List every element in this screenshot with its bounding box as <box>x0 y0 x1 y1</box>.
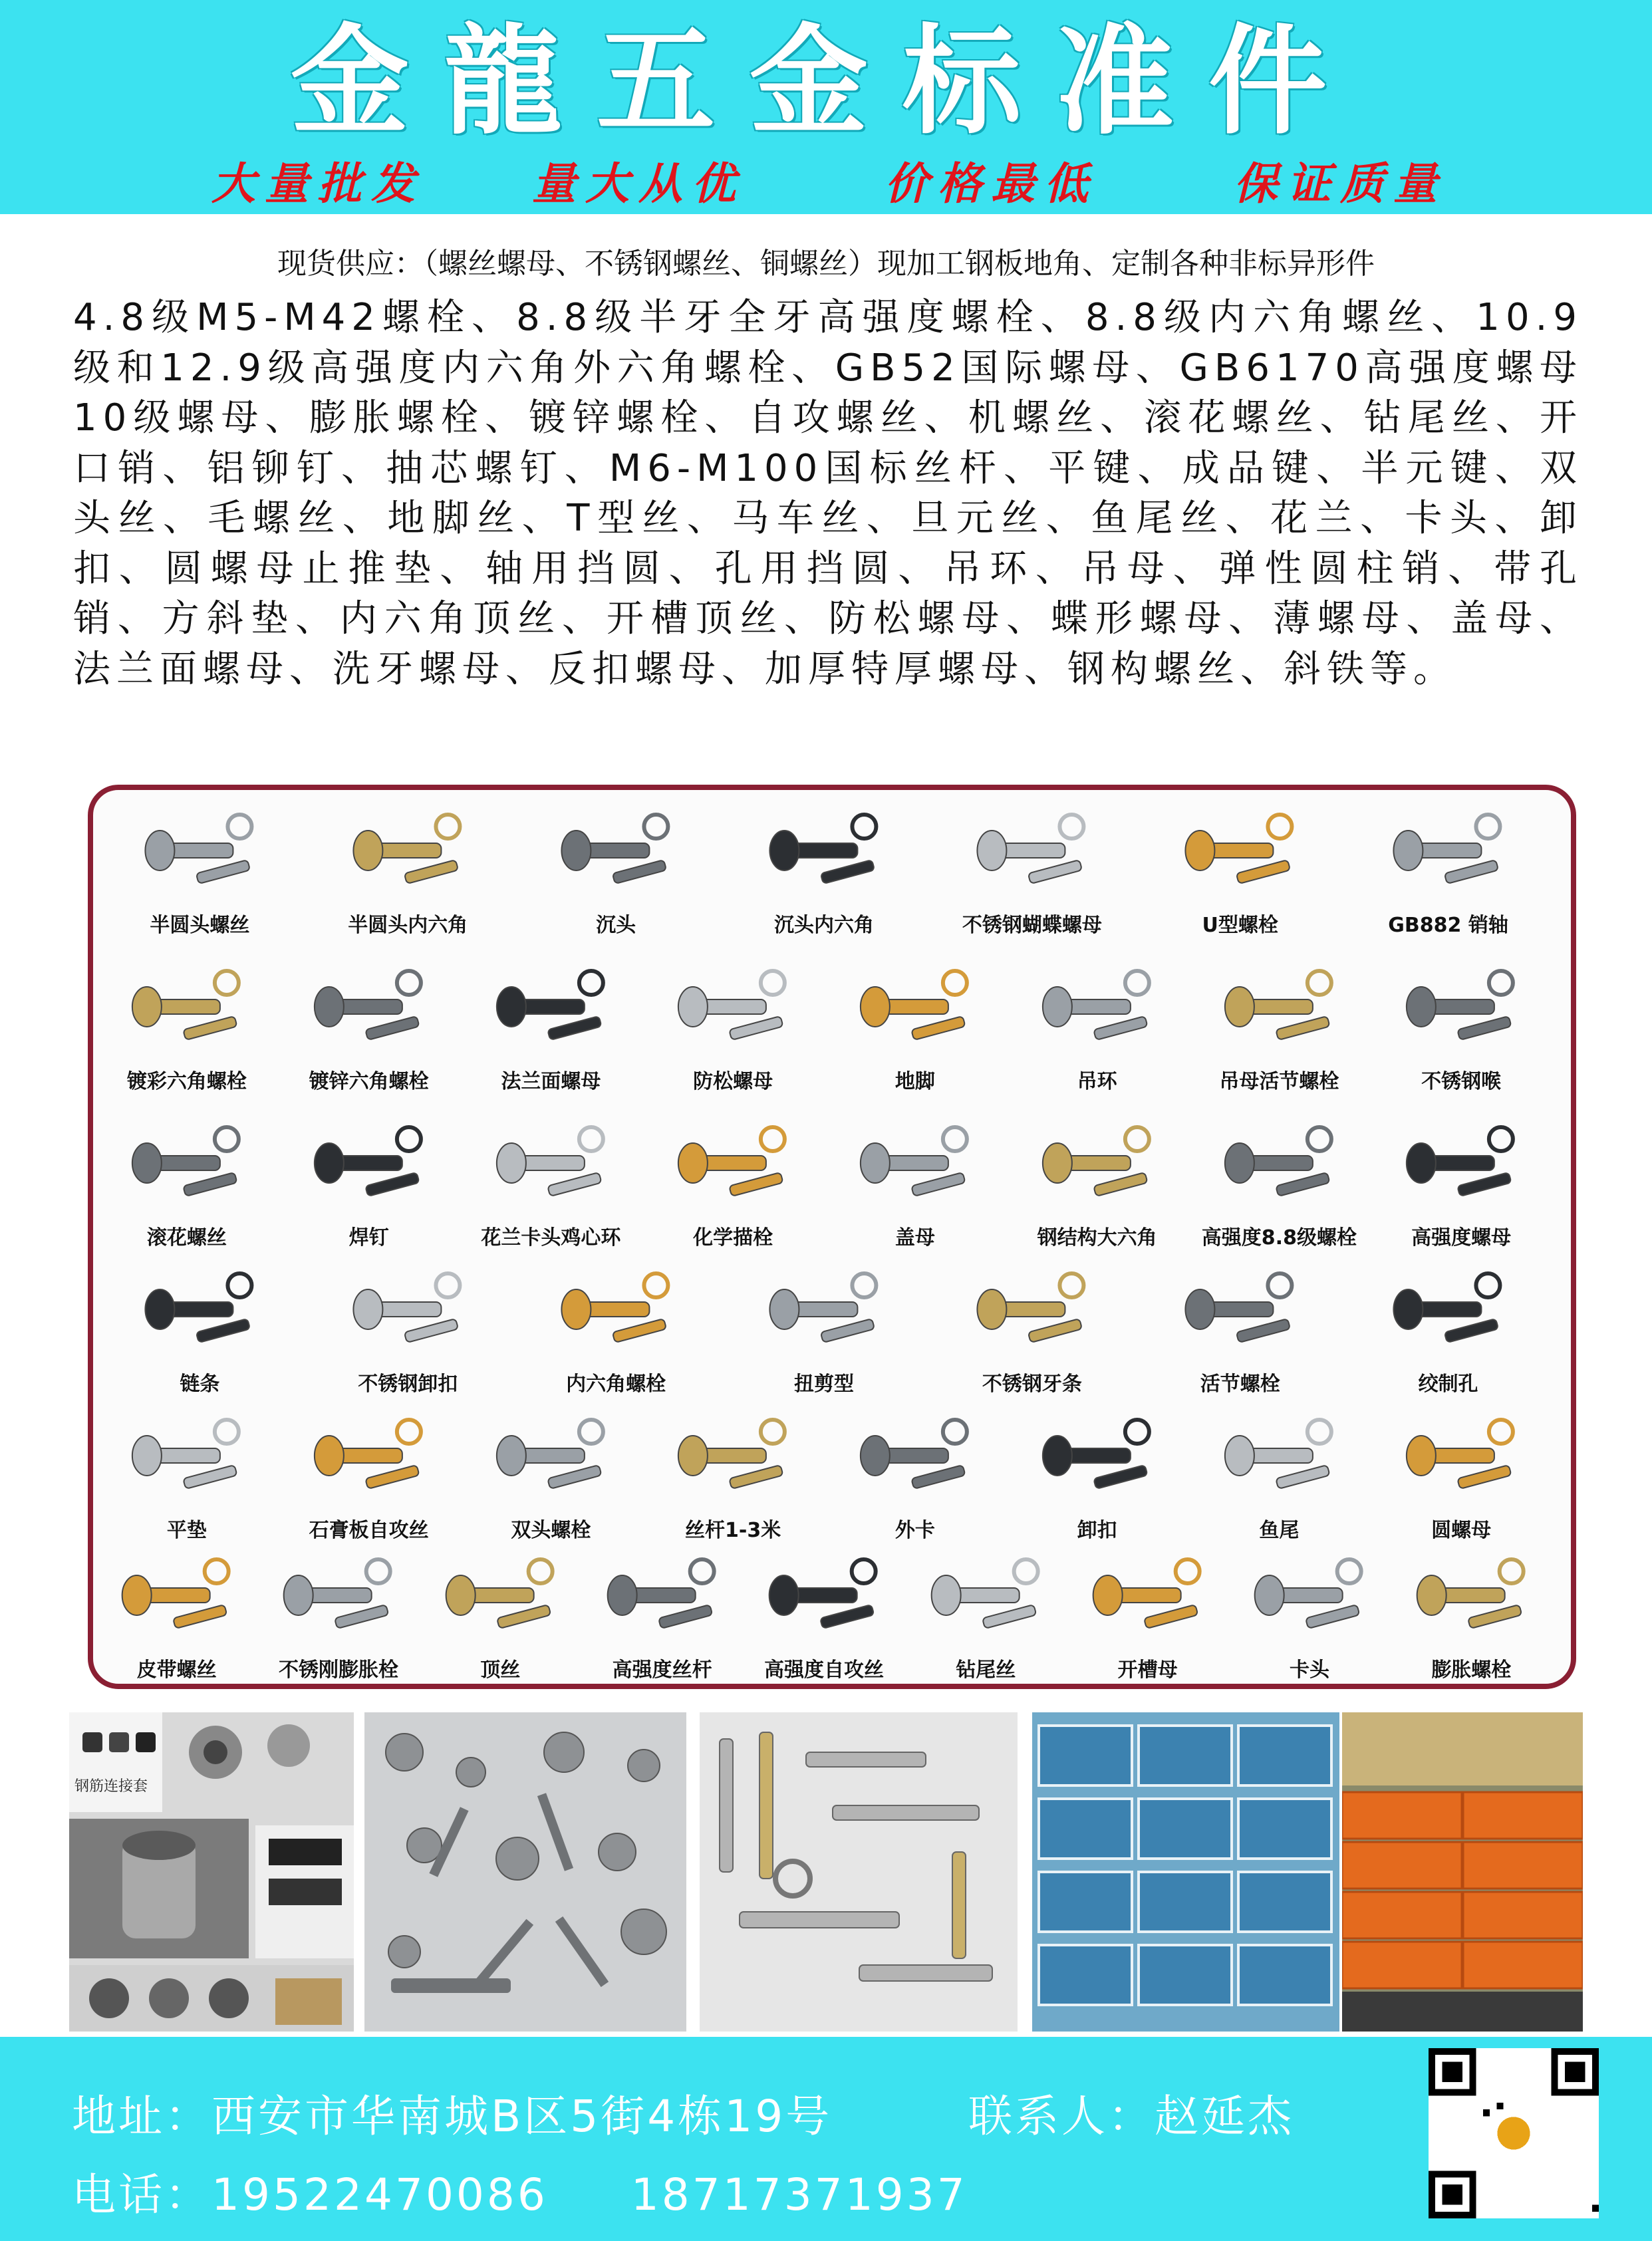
catalog-item-image <box>1351 803 1546 903</box>
catalog-item-image <box>1013 960 1182 1059</box>
catalog-item <box>648 1116 817 1249</box>
catalog-item-label: 化学描栓 <box>693 1226 773 1250</box>
catalog-item-label: 高强度自攻丝 <box>763 1658 884 1682</box>
photo-caption: 钢筋连接套 <box>74 1778 148 1795</box>
catalog-item-label: 地脚 <box>895 1070 935 1093</box>
catalog-item-image <box>1143 1262 1337 1362</box>
catalog-item-label: 双头螺栓 <box>511 1519 591 1542</box>
catalog-item <box>750 1548 898 1681</box>
photo-stainless-parts <box>364 1712 686 2032</box>
catalog-item <box>467 1116 636 1249</box>
catalog-item <box>727 1262 922 1395</box>
catalog-item-label: 镀彩六角螺栓 <box>126 1070 247 1093</box>
catalog-item-label: 扭剪型 <box>793 1373 854 1396</box>
photo-warehouse-boxes <box>1032 1712 1339 2032</box>
catalog-item-image <box>727 803 922 903</box>
store-title: 金龍五金标准件 <box>291 13 1361 150</box>
catalog-item-image <box>648 1116 817 1216</box>
catalog-item-label: GB882 销轴 <box>1388 914 1508 937</box>
catalog-item <box>1013 1408 1182 1541</box>
catalog-item <box>727 803 922 936</box>
catalog-item-image <box>285 1116 454 1216</box>
address: 地址：西安市华南城B区5街4栋19号 <box>72 2091 833 2142</box>
catalog-item-label: 沉头内六角 <box>773 914 874 937</box>
catalog-item-image <box>912 1548 1060 1648</box>
catalog-item-image <box>102 1408 271 1508</box>
catalog-item-image <box>831 960 1000 1059</box>
catalog-item <box>311 1262 505 1395</box>
catalog-item-image <box>1235 1548 1383 1648</box>
catalog-item <box>426 1548 575 1681</box>
catalog-item-label: 吊环 <box>1077 1070 1117 1093</box>
catalog-item <box>934 803 1129 936</box>
catalog-item-image <box>467 1116 636 1216</box>
catalog-item-label: 镀锌六角螺栓 <box>309 1070 429 1093</box>
catalog-item-label: 半圆头内六角 <box>348 914 468 937</box>
catalog-item <box>102 1116 271 1249</box>
catalog-item-label: 链条 <box>180 1373 220 1396</box>
catalog-item-image <box>1195 960 1364 1059</box>
catalog-item <box>1351 1262 1546 1395</box>
catalog-item <box>519 803 714 936</box>
catalog-item-image <box>1377 960 1546 1059</box>
catalog-item-label: 平垫 <box>166 1519 207 1542</box>
catalog-item-image <box>588 1548 736 1648</box>
catalog-item-label: 吊母活节螺栓 <box>1219 1070 1339 1093</box>
catalog-item <box>102 803 297 936</box>
catalog-item-image <box>1377 1408 1546 1508</box>
catalog-item <box>1195 960 1364 1093</box>
catalog-item-image <box>285 1408 454 1508</box>
catalog-item <box>648 1408 817 1541</box>
catalog-item-image <box>831 1116 1000 1216</box>
catalog-item <box>831 960 1000 1093</box>
catalog-item-image <box>102 803 297 903</box>
catalog-item <box>1351 803 1546 936</box>
catalog-item-label: 高强度螺母 <box>1411 1226 1512 1250</box>
catalog-item-label: 高强度丝杆 <box>612 1658 712 1682</box>
footer-banner <box>0 2037 1652 2241</box>
catalog-item-image <box>831 1408 1000 1508</box>
catalog-item <box>285 1116 454 1249</box>
catalog-item-image <box>1195 1408 1364 1508</box>
catalog-item-image <box>1351 1262 1546 1362</box>
catalog-item-label: 卡头 <box>1289 1658 1329 1682</box>
catalog-item-image <box>519 803 714 903</box>
catalog-item <box>467 960 636 1093</box>
catalog-item-label: 卸扣 <box>1077 1519 1117 1542</box>
catalog-item <box>912 1548 1060 1681</box>
catalog-item <box>285 1408 454 1541</box>
slogan-bulk: 大量批发 <box>211 158 424 209</box>
catalog-item <box>102 1548 251 1681</box>
catalog-item-image <box>102 1116 271 1216</box>
catalog-item-image <box>311 1262 505 1362</box>
catalog-item-image <box>1073 1548 1222 1648</box>
catalog-item-label: 活节螺栓 <box>1200 1373 1280 1396</box>
catalog-item-label: 防松螺母 <box>693 1070 773 1093</box>
catalog-item <box>1235 1548 1383 1681</box>
catalog-item-image <box>750 1548 898 1648</box>
catalog-item-image <box>102 1262 297 1362</box>
catalog-item <box>102 1408 271 1541</box>
photo-coupler-sleeves <box>69 1712 354 2032</box>
catalog-item-label: 半圆头螺丝 <box>150 914 250 937</box>
catalog-item-label: 法兰面螺母 <box>501 1070 601 1093</box>
catalog-item-image <box>1013 1116 1182 1216</box>
catalog-item-label: U型螺栓 <box>1202 914 1278 937</box>
slogan-quality: 保证质量 <box>1234 158 1446 209</box>
catalog-item <box>102 960 271 1093</box>
catalog-item-label: 花兰卡头鸡心环 <box>481 1226 621 1250</box>
catalog-item <box>831 1408 1000 1541</box>
slogan-discount: 量大从优 <box>532 158 745 209</box>
catalog-item-image <box>426 1548 575 1648</box>
product-description: 4.8级M5-M42螺栓、8.8级半牙全牙高强度螺栓、8.8级内六角螺丝、10.9级和12.9级高强度内六角外六角螺栓、GB52国际螺母、GB6170高强度螺母10级螺母、膨胀螺栓、镀锌螺栓、自攻螺丝、机螺丝、滚花螺丝、钻尾丝、开口销、铝铆钉、抽芯螺钉、M6-M100国标丝杆、平键、成品键、半元键、双头丝、毛螺丝、地脚丝、T型丝、马车丝、旦元丝、鱼尾丝、花兰、卡头、卸扣、圆螺母止推垫、轴用挡圆、孔用挡圆、吊环、吊母、弹性圆柱销、带孔销、方斜垫、内六角顶丝、开槽顶丝、防松螺母、蝶形螺母、薄螺母、盖母、法兰面螺母、洗牙螺母、反扣螺母、加厚特厚螺母、钢构螺丝、斜铁等。 <box>73 296 1583 691</box>
catalog-item-label: 不锈钢牙条 <box>982 1373 1082 1396</box>
catalog-item-image <box>648 960 817 1059</box>
catalog-item-image <box>1397 1548 1546 1648</box>
catalog-item-image <box>934 803 1129 903</box>
catalog-item-label: 内六角螺栓 <box>566 1373 666 1396</box>
catalog-item-image <box>934 1262 1129 1362</box>
catalog-item-label: 高强度8.8级螺栓 <box>1201 1226 1357 1250</box>
catalog-item <box>1013 1116 1182 1249</box>
catalog-item-label: 开槽母 <box>1117 1658 1178 1682</box>
catalog-item <box>102 1262 297 1395</box>
catalog-item-image <box>285 960 454 1059</box>
catalog-item-label: 滚花螺丝 <box>146 1226 227 1250</box>
catalog-item-label: 焊钉 <box>348 1226 389 1250</box>
catalog-item <box>1013 960 1182 1093</box>
catalog-item <box>1143 803 1337 936</box>
product-catalog <box>88 785 1576 1689</box>
catalog-item-label: 外卡 <box>895 1519 935 1542</box>
catalog-item-image <box>102 960 271 1059</box>
catalog-item-image <box>1143 803 1337 903</box>
photo-expansion-bolts <box>700 1712 1018 2032</box>
catalog-item-label: 皮带螺丝 <box>136 1658 217 1682</box>
qr-code[interactable] <box>1429 2048 1599 2218</box>
catalog-item-label: 圆螺母 <box>1431 1519 1492 1542</box>
catalog-item-label: 钢结构大六角 <box>1037 1226 1157 1250</box>
slogans <box>0 154 1652 214</box>
slogan-price: 价格最低 <box>885 158 1097 209</box>
catalog-item-image <box>311 803 505 903</box>
catalog-item-label: 顶丝 <box>480 1658 521 1682</box>
catalog-item <box>1195 1408 1364 1541</box>
catalog-item-label: 盖母 <box>895 1226 935 1250</box>
catalog-item-label: 石膏板自攻丝 <box>309 1519 429 1542</box>
catalog-item-image <box>102 1548 251 1648</box>
catalog-item-image <box>519 1262 714 1362</box>
phone-numbers: 电话：19522470086 18717371937 <box>72 2169 968 2220</box>
catalog-item <box>831 1116 1000 1249</box>
catalog-item-label: 不锈钢卸扣 <box>358 1373 458 1396</box>
catalog-item <box>1377 960 1546 1093</box>
catalog-item <box>934 1262 1129 1395</box>
catalog-item-image <box>727 1262 922 1362</box>
photo-orange-packages <box>1342 1712 1583 2032</box>
catalog-item <box>1377 1116 1546 1249</box>
catalog-item <box>1073 1548 1222 1681</box>
header-banner <box>0 0 1652 214</box>
catalog-item <box>588 1548 736 1681</box>
catalog-item-image <box>264 1548 412 1648</box>
supply-line: 现货供应：（螺丝螺母、不锈钢螺丝、铜螺丝）现加工钢板地角、定制各种非标异形件 <box>277 247 1375 281</box>
catalog-item-label: 不锈刚膨胀栓 <box>278 1658 398 1682</box>
catalog-item-label: 丝杆1-3米 <box>685 1519 781 1542</box>
catalog-item-image <box>1013 1408 1182 1508</box>
catalog-item <box>311 803 505 936</box>
catalog-item <box>467 1408 636 1541</box>
catalog-item <box>285 960 454 1093</box>
catalog-item-label: 钻尾丝 <box>956 1658 1016 1682</box>
catalog-item-label: 鱼尾 <box>1259 1519 1300 1542</box>
catalog-item-image <box>1195 1116 1364 1216</box>
catalog-item-label: 不锈钢蝴蝶螺母 <box>962 914 1102 937</box>
contact-person: 联系人：赵延杰 <box>968 2091 1294 2142</box>
catalog-item <box>264 1548 412 1681</box>
catalog-item-label: 沉头 <box>596 914 636 937</box>
catalog-item-label: 不锈钢喉 <box>1421 1070 1502 1093</box>
catalog-item <box>1397 1548 1546 1681</box>
catalog-item-image <box>467 1408 636 1508</box>
catalog-item-image <box>1377 1116 1546 1216</box>
catalog-item <box>1195 1116 1364 1249</box>
catalog-item <box>1377 1408 1546 1541</box>
catalog-item <box>648 960 817 1093</box>
catalog-item <box>1143 1262 1337 1395</box>
catalog-item-image <box>467 960 636 1059</box>
catalog-item-label: 膨胀螺栓 <box>1431 1658 1512 1682</box>
catalog-item-image <box>648 1408 817 1508</box>
catalog-item <box>519 1262 714 1395</box>
catalog-item-label: 绞制孔 <box>1418 1373 1478 1396</box>
